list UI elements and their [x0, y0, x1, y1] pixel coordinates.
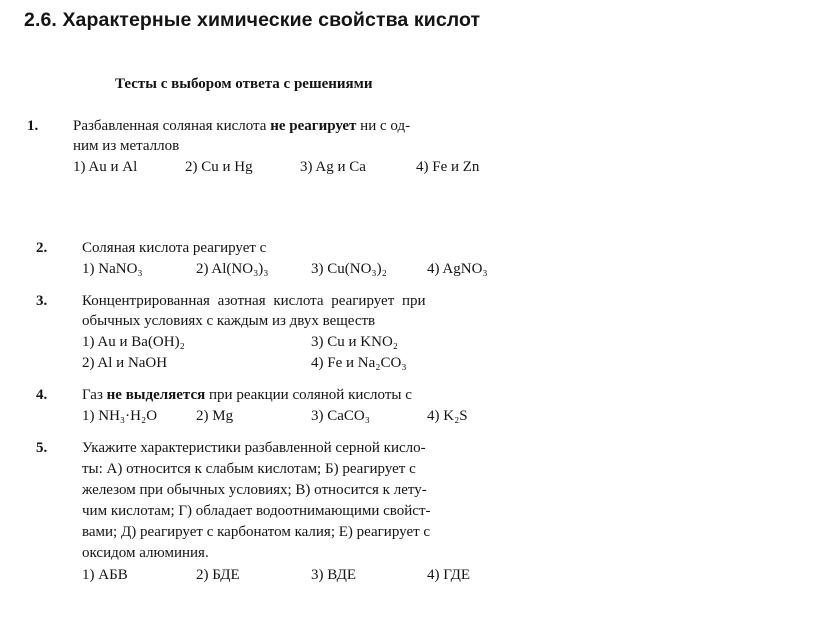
question-text: Соляная кислота реагирует с	[82, 240, 267, 256]
question-text-line: обычных условиях с каждым из двух веществ	[82, 313, 376, 329]
answer-option: 1) АБВ	[82, 567, 128, 583]
question-number: 1.	[27, 118, 39, 134]
answer-option: 2) БДЕ	[196, 567, 240, 583]
question-text: Концентрированная азотная кислота реагирует при	[82, 293, 426, 309]
question-number: 4.	[36, 387, 48, 403]
answer-option: 4) Fe и Zn	[416, 159, 480, 175]
answer-option: 4) K₂S	[427, 408, 468, 424]
answer-option: 2) Cu и Hg	[185, 159, 253, 175]
question-number: 2.	[36, 240, 48, 256]
answer-option: 1) Au и Ba(OH)₂	[82, 334, 185, 350]
answer-option: 3) CaCO₃	[311, 408, 370, 424]
answer-option: 3) Cu(NO₃)₂	[311, 261, 387, 277]
tests-subtitle: Тесты с выбором ответа с решениями	[115, 76, 373, 92]
question-text: Газ не выделяется при реакции соляной кислоты с	[82, 387, 412, 403]
answer-option: 4) AgNO₃	[427, 261, 488, 277]
answer-option: 2) Al и NaOH	[82, 355, 168, 371]
question-text-line: чим кислотам; Г) обладает водоотнимающими свойст-	[82, 503, 431, 519]
answer-option: 4) Fe и Na₂CO₃	[311, 355, 407, 371]
answer-option: 3) ВДЕ	[311, 567, 357, 583]
question-text-line: ты: А) относится к слабым кислотам; Б) реагирует с	[82, 461, 416, 477]
emphasis-text: не реагирует	[270, 118, 357, 134]
question-text-line: железом при обычных условиях; В) относится к лету-	[82, 482, 427, 498]
answer-option: 2) Mg	[196, 408, 234, 424]
answer-option: 1) NaNO₃	[82, 261, 143, 277]
answer-option: 4) ГДЕ	[427, 567, 470, 583]
answer-option: 1) NH₃·H₂O	[82, 408, 158, 424]
answer-option: 3) Cu и KNO₂	[311, 334, 399, 350]
section-title: 2.6. Характерные химические свойства кислот	[24, 9, 481, 31]
question-text-line: Укажите характеристики разбавленной серной кисло-	[82, 440, 426, 456]
question-text-line: вами; Д) реагирует с карбонатом калия; Е) реагирует с	[82, 524, 431, 540]
question-number: 3.	[36, 293, 48, 309]
question-number: 5.	[36, 440, 48, 456]
answer-option: 2) Al(NO₃)₃	[196, 261, 269, 277]
emphasis-text: не выделяется	[106, 387, 206, 403]
question-text: Разбавленная соляная кислота не реагирует ни с од-	[73, 118, 411, 134]
answer-option: 3) Ag и Ca	[300, 159, 366, 175]
answer-option: 1) Au и Al	[73, 159, 138, 175]
question-text-line: ним из металлов	[73, 138, 180, 154]
question-text-line: оксидом алюминия.	[82, 545, 209, 561]
